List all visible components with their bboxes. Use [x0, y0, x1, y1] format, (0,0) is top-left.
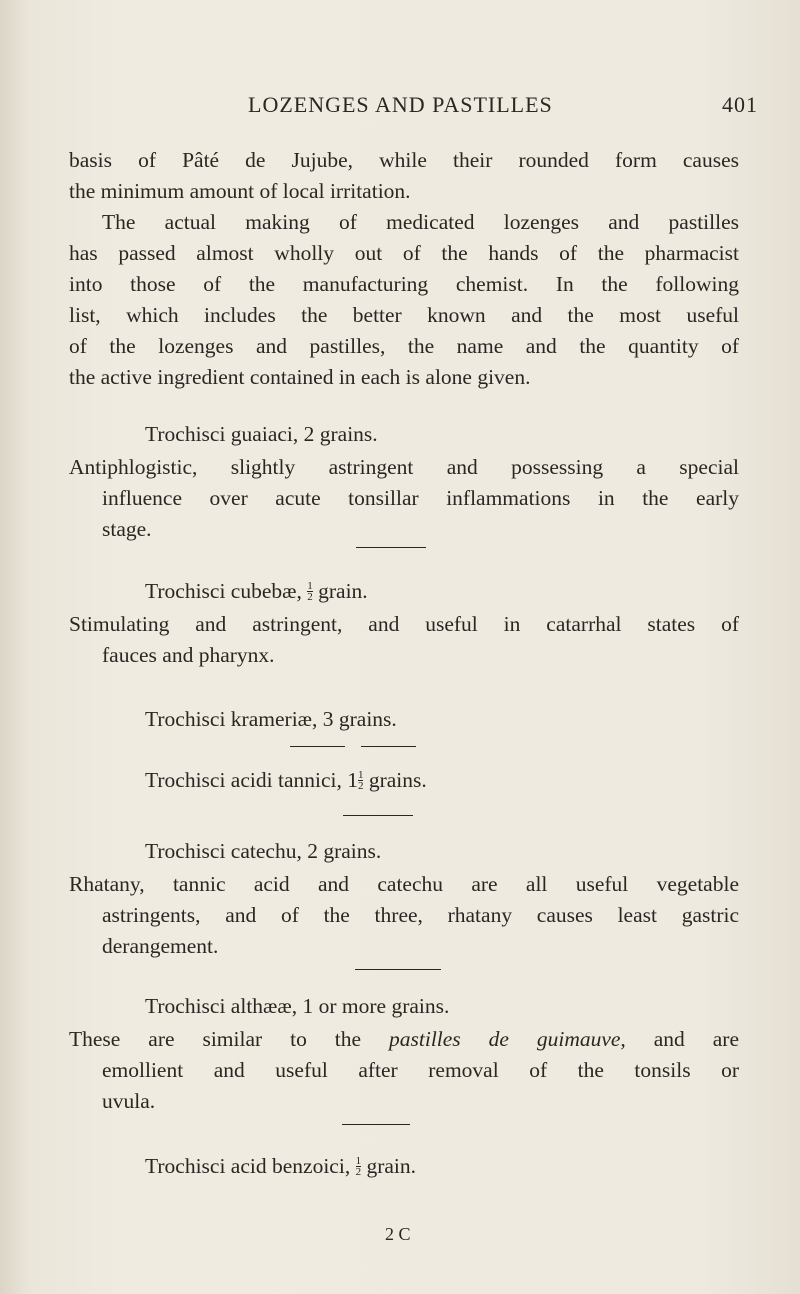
entry-desc-guaiaci-3: stage. [102, 517, 152, 541]
entry-title-cubebae-pre: Trochisci cubebæ, [145, 579, 302, 603]
intro-para2-line-4: list, which includes the better known and the most useful [69, 303, 739, 327]
entry-desc-catechu-3: derangement. [102, 934, 219, 958]
entry-desc-catechu-1: Rhatany, tannic acid and catechu are all useful vegetable [69, 872, 739, 896]
entry-title-tannici-pre: Trochisci acidi tannici, 1 [145, 768, 358, 792]
italic-term: pastilles de guimauve, [389, 1027, 626, 1051]
entry-desc-althaeae-2: emollient and useful after removal of the tonsils or [102, 1058, 739, 1082]
signature-mark: 2 C [385, 1224, 411, 1244]
entry-desc-catechu-2: astringents, and of the three, rhatany causes least gastric [102, 903, 739, 927]
divider-rule [356, 547, 426, 548]
intro-para2-line-2: has passed almost wholly out of the hands of the pharmacist [69, 241, 739, 265]
intro-para2-line-3: into those of the manufacturing chemist. In the following [69, 272, 739, 296]
entry-title-krameriae: Trochisci krameriæ, 3 grains. [145, 707, 397, 731]
divider-rule [355, 969, 441, 970]
entry-title-tannici-post: grains. [368, 768, 427, 792]
divider-rule [290, 746, 345, 747]
divider-rule [343, 815, 413, 816]
entry-title-catechu: Trochisci catechu, 2 grains. [145, 839, 382, 863]
entry-desc-cubebae-1: Stimulating and astringent, and useful in catarrhal states of [69, 612, 739, 636]
entry-title-tannici [145, 765, 645, 796]
intro-para2-line-1: The actual making of medicated lozenges and pastilles [102, 210, 739, 234]
fraction-half: $\frac{1}{2}$ [307, 580, 313, 603]
intro-para2-line-6: the active ingredient contained in each is alone given. [69, 365, 531, 389]
page-number: 401 [722, 92, 758, 117]
fraction-half: $\frac{1}{2}$ [357, 769, 364, 792]
entry-title-benzoici: Trochisci acid benzoici, $\frac{1}{2}$ grain. [145, 1154, 417, 1178]
entry-title-guaiaci: Trochisci guaiaci, 2 grains. [145, 422, 378, 446]
entry-title-cubebae [145, 576, 645, 607]
entry-desc-althaeae-1: These are similar to the pastilles de guimauve, and are [69, 1027, 739, 1051]
intro-line-2: the minimum amount of local irritation. [69, 179, 411, 203]
intro-line-1: basis of Pâté de Jujube, while their rounded form causes [69, 148, 739, 172]
divider-rule [361, 746, 416, 747]
intro-para2-line-5: of the lozenges and pastilles, the name and the quantity of [69, 334, 739, 358]
fraction-half: $\frac{1}{2}$ [355, 1155, 362, 1178]
entry-title-cubebae-post: grain. [318, 579, 368, 603]
divider-rule [342, 1124, 410, 1125]
entry-desc-althaeae-3: uvula. [102, 1089, 156, 1113]
entry-title-althaeae: Trochisci althææ, 1 or more grains. [145, 994, 450, 1018]
running-title: LOZENGES AND PASTILLES [248, 92, 553, 117]
entry-desc-guaiaci-1: Antiphlogistic, slightly astringent and possessing a special [69, 455, 739, 479]
entry-desc-cubebae-2: fauces and pharynx. [102, 643, 275, 667]
entry-desc-guaiaci-2: influence over acute tonsillar inflammations in the early [102, 486, 739, 510]
